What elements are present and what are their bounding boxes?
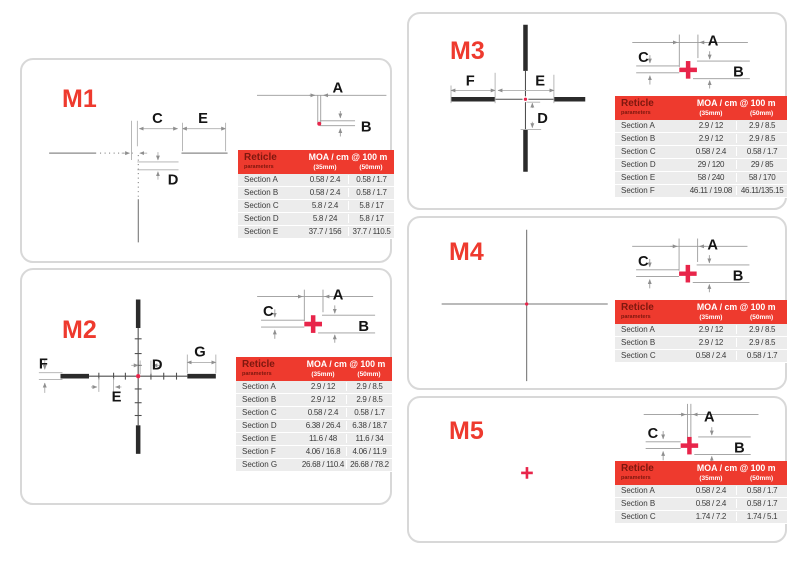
dim-label-b: B	[734, 440, 745, 457]
value-50mm: 2.9 / 8.5	[736, 325, 787, 334]
dim-label-c: C	[647, 425, 659, 442]
dim-label-e: E	[198, 110, 208, 127]
section-label: Section E	[244, 227, 279, 237]
section-label: Section C	[621, 512, 656, 522]
table-header-reticle: Reticle	[621, 98, 654, 109]
dim-label-b: B	[360, 119, 372, 136]
table-header-parameters: parameters	[242, 370, 272, 377]
value-50mm: 0.58 / 1.7	[348, 175, 394, 184]
table-header-reticle: Reticle	[621, 302, 654, 313]
dim-label-d: D	[167, 172, 179, 189]
value-35mm: 2.9 / 12	[698, 325, 724, 335]
section-label: Section D	[244, 214, 279, 224]
m2-center-detail	[257, 290, 375, 343]
table-header-35mm: (35mm)	[313, 163, 337, 171]
section-label: Section B	[621, 134, 656, 144]
section-label: Section B	[621, 499, 656, 509]
value-35mm: 0.58 / 2.4	[309, 188, 341, 198]
model-label: M1	[62, 85, 97, 113]
dim-label-e: E	[535, 73, 546, 90]
value-50mm: 0.58 / 1.7	[736, 351, 787, 360]
table-row	[236, 420, 392, 433]
table-row	[238, 174, 394, 187]
table-row	[236, 433, 392, 446]
value-50mm: 2.9 / 8.5	[736, 121, 787, 130]
value-50mm: 46.11/135.15	[736, 186, 787, 195]
value-35mm: 0.58 / 2.4	[695, 147, 727, 157]
value-50mm: 0.58 / 1.7	[348, 188, 394, 197]
section-label: Section A	[244, 175, 278, 185]
m2-spec-table	[236, 357, 392, 472]
table-header-moa: MOA / cm @ 100 m	[308, 152, 388, 162]
panel-m3	[407, 12, 787, 210]
table-row	[615, 350, 787, 363]
section-label: Section E	[242, 434, 277, 444]
value-50mm: 0.58 / 1.7	[346, 408, 392, 417]
table-header-35mm: (35mm)	[311, 370, 335, 378]
table-header	[615, 300, 787, 324]
value-35mm: 1.74 / 7.2	[695, 512, 727, 522]
value-50mm: 5.8 / 17	[348, 214, 394, 223]
value-50mm: 29 / 85	[736, 160, 787, 169]
table-header-50mm: (50mm)	[750, 313, 774, 321]
dim-label-a: A	[707, 33, 719, 50]
table-header-50mm: (50mm)	[359, 163, 383, 171]
model-label: M2	[62, 316, 97, 344]
section-label: Section B	[244, 188, 279, 198]
m4-detail-cross	[679, 265, 697, 283]
table-row	[236, 381, 392, 394]
dim-label-a: A	[704, 409, 715, 426]
value-50mm: 5.8 / 17	[348, 201, 394, 210]
value-35mm: 2.9 / 12	[310, 382, 336, 392]
table-header-parameters: parameters	[621, 109, 651, 116]
table-row	[615, 324, 787, 337]
m5-detail-cross	[681, 437, 699, 455]
table-header	[615, 461, 787, 485]
value-35mm: 29 / 120	[697, 160, 725, 170]
section-label: Section E	[621, 173, 656, 183]
table-header-moa: MOA / cm @ 100 m	[696, 463, 776, 473]
value-35mm: 2.9 / 12	[698, 134, 724, 144]
value-50mm: 26.68 / 78.2	[346, 460, 392, 469]
table-row	[238, 213, 394, 226]
dim-label-d: D	[537, 110, 548, 127]
table-header-50mm: (50mm)	[750, 109, 774, 117]
table-header-reticle: Reticle	[621, 463, 654, 474]
m3-detail-cross	[679, 61, 697, 79]
value-50mm: 1.74 / 5.1	[736, 512, 787, 521]
section-label: Section F	[621, 186, 655, 196]
table-row	[238, 200, 394, 213]
value-50mm: 2.9 / 8.5	[346, 395, 392, 404]
section-label: Section C	[621, 351, 656, 361]
value-50mm: 0.58 / 1.7	[736, 486, 787, 495]
m4-center-detail	[632, 239, 749, 293]
m1-spec-table	[238, 150, 394, 239]
table-header-reticle: Reticle	[244, 152, 277, 163]
table-row	[615, 133, 787, 146]
model-label: M4	[449, 238, 484, 266]
table-header	[238, 150, 394, 174]
dim-label-e: E	[111, 389, 122, 406]
value-50mm: 2.9 / 8.5	[346, 382, 392, 391]
dim-label-c: C	[152, 110, 163, 127]
value-35mm: 6.38 / 26.4	[305, 421, 341, 431]
table-row	[615, 337, 787, 350]
table-row	[615, 185, 787, 198]
dim-label-b: B	[733, 64, 744, 81]
m5-spec-table	[615, 461, 787, 524]
model-label: M5	[449, 417, 484, 445]
section-label: Section G	[242, 460, 278, 470]
m3-center-dot	[524, 98, 527, 101]
section-label: Section C	[242, 408, 277, 418]
dim-label-c: C	[263, 304, 274, 321]
section-label: Section C	[244, 201, 279, 211]
table-header	[236, 357, 392, 381]
m4-center-dot	[525, 302, 528, 305]
value-35mm: 0.58 / 2.4	[309, 175, 341, 185]
value-50mm: 0.58 / 1.7	[736, 147, 787, 156]
value-50mm: 6.38 / 18.7	[346, 421, 392, 430]
m4-spec-table	[615, 300, 787, 363]
value-50mm: 58 / 170	[736, 173, 787, 182]
value-50mm: 37.7 / 110.5	[348, 227, 394, 236]
table-row	[615, 498, 787, 511]
value-35mm: 0.58 / 2.4	[695, 486, 727, 496]
dim-label-f: F	[38, 356, 48, 373]
m2-detail-cross	[304, 315, 322, 333]
m1-measure-lines	[122, 121, 226, 180]
m2-center-dot	[136, 374, 140, 378]
value-35mm: 4.06 / 16.8	[305, 447, 341, 457]
table-header-moa: MOA / cm @ 100 m	[306, 359, 386, 369]
section-label: Section A	[621, 486, 655, 496]
table-header-parameters: parameters	[621, 474, 651, 481]
panel-m4	[407, 216, 787, 390]
value-35mm: 5.8 / 2.4	[311, 201, 339, 211]
dim-label-b: B	[732, 268, 744, 285]
table-header-reticle: Reticle	[242, 359, 275, 370]
m5-reticle-cross	[521, 467, 533, 479]
value-50mm: 0.58 / 1.7	[736, 499, 787, 508]
value-50mm: 4.06 / 11.9	[346, 447, 392, 456]
table-header-35mm: (35mm)	[699, 313, 723, 321]
value-35mm: 11.6 / 48	[309, 434, 337, 444]
value-35mm: 2.9 / 12	[698, 338, 724, 348]
table-row	[236, 394, 392, 407]
table-header-35mm: (35mm)	[699, 474, 723, 482]
dim-label-f: F	[465, 73, 475, 90]
table-row	[615, 146, 787, 159]
section-label: Section A	[621, 121, 655, 131]
value-35mm: 26.68 / 110.4	[301, 460, 345, 470]
table-row	[236, 459, 392, 472]
section-label: Section D	[242, 421, 277, 431]
value-35mm: 37.7 / 156	[308, 227, 342, 237]
table-row	[236, 446, 392, 459]
value-35mm: 5.8 / 24	[312, 214, 338, 224]
dim-label-c: C	[638, 253, 649, 270]
value-50mm: 2.9 / 8.5	[736, 338, 787, 347]
table-header-parameters: parameters	[621, 313, 651, 320]
table-row	[238, 187, 394, 200]
section-label: Section B	[242, 395, 277, 405]
dim-label-a: A	[332, 80, 344, 97]
table-row	[615, 511, 787, 524]
table-header-35mm: (35mm)	[699, 109, 723, 117]
value-50mm: 2.9 / 8.5	[736, 134, 787, 143]
value-35mm: 46.11 / 19.08	[689, 186, 732, 196]
table-row	[615, 159, 787, 172]
panel-m5	[407, 396, 787, 543]
value-35mm: 0.58 / 2.4	[307, 408, 339, 418]
section-label: Section B	[621, 338, 656, 348]
table-row	[615, 120, 787, 133]
dim-label-d: D	[151, 357, 163, 374]
m2-measure-lines	[39, 355, 216, 393]
value-35mm: 0.58 / 2.4	[695, 351, 727, 361]
table-row	[615, 485, 787, 498]
table-header-moa: MOA / cm @ 100 m	[696, 302, 776, 312]
dim-label-a: A	[707, 237, 718, 254]
section-label: Section A	[621, 325, 655, 335]
table-header-parameters: parameters	[244, 163, 274, 170]
dim-label-b: B	[358, 318, 370, 335]
m1-center-dot	[317, 122, 321, 126]
dim-label-a: A	[332, 287, 344, 304]
value-50mm: 11.6 / 34	[346, 434, 392, 443]
table-header	[615, 96, 787, 120]
table-header-50mm: (50mm)	[750, 474, 774, 482]
value-35mm: 0.58 / 2.4	[695, 499, 727, 509]
model-label: M3	[450, 37, 485, 65]
section-label: Section D	[621, 160, 656, 170]
table-row	[238, 226, 394, 239]
m1-reticle	[49, 153, 227, 242]
value-35mm: 58 / 240	[697, 173, 725, 183]
dim-label-g: G	[194, 344, 206, 361]
value-35mm: 2.9 / 12	[698, 121, 724, 131]
section-label: Section A	[242, 382, 276, 392]
table-header-50mm: (50mm)	[357, 370, 381, 378]
table-row	[236, 407, 392, 420]
section-label: Section C	[621, 147, 656, 157]
table-row	[615, 172, 787, 185]
panel-m2	[20, 268, 392, 505]
section-label: Section F	[242, 447, 276, 457]
m3-spec-table	[615, 96, 787, 198]
dim-label-c: C	[638, 50, 649, 67]
table-header-moa: MOA / cm @ 100 m	[696, 98, 776, 108]
panel-m1	[20, 58, 392, 263]
value-35mm: 2.9 / 12	[310, 395, 336, 405]
